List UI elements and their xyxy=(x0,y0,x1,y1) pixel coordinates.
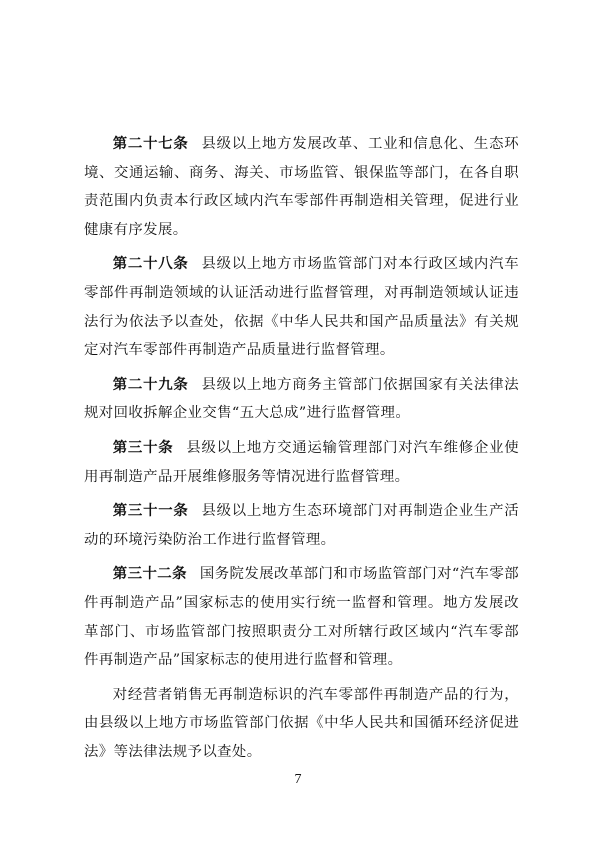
article-28-text: 县级以上地方市场监管部门对本行政区域内汽车零部件再制造领域的认证活动进行监督管理，对再制造领域认证违法行为依法予以查处，依据《中华人民共和国产品质量法》有关规定对汽车零部件再制造产品质量进行监督管理。 xyxy=(84,256,519,359)
article-27-paragraph xyxy=(84,130,519,244)
article-29-paragraph xyxy=(84,371,519,428)
article-29-heading: 第二十九条 xyxy=(112,376,189,393)
article-30-text: 县级以上地方交通运输管理部门对汽车维修企业使用再制造产品开展维修服务等情况进行监督管理。 xyxy=(84,439,519,485)
article-32-continuation-paragraph xyxy=(84,681,519,767)
article-30-paragraph xyxy=(84,434,519,491)
page-number: 7 xyxy=(294,772,302,787)
article-27-text: 县级以上地方发展改革、工业和信息化、生态环境、交通运输、商务、海关、市场监管、银保监等部门，在各自职责范围内负责本行政区域内汽车零部件再制造相关管理，促进行业健康有序发展。 xyxy=(84,136,519,238)
article-27-heading: 第二十七条 xyxy=(112,136,189,152)
article-28-paragraph xyxy=(84,250,519,364)
document-body xyxy=(84,130,519,772)
article-29-text: 县级以上地方商务主管部门依据国家有关法律法规对回收拆解企业交售“五大总成”进行监督管理。 xyxy=(84,376,519,422)
article-28-heading: 第二十八条 xyxy=(112,256,189,273)
article-31-text: 县级以上地方生态环境部门对再制造企业生产活动的环境污染防治工作进行监督管理。 xyxy=(84,503,519,548)
article-32-text: 国务院发展改革部门和市场监管部门对“汽车零部件再制造产品”国家标志的使用实行统一监督和管理。地方发展改革部门、市场监管部门按照职责分工对所辖行政区域内“汽车零部件再制造产品”国家标志的使用进行监督和管理。 xyxy=(84,566,519,669)
article-32-paragraph xyxy=(84,560,519,674)
article-31-paragraph xyxy=(84,497,519,554)
article-32-heading: 第三十二条 xyxy=(112,566,187,583)
article-30-heading: 第三十条 xyxy=(112,439,174,456)
article-32-continuation-text: 对经营者销售无再制造标识的汽车零部件再制造产品的行为，由县级以上地方市场监管部门依据《中华人民共和国循环经济促进法》等法律法规予以查处。 xyxy=(84,686,519,760)
article-31-heading: 第三十一条 xyxy=(112,503,189,520)
